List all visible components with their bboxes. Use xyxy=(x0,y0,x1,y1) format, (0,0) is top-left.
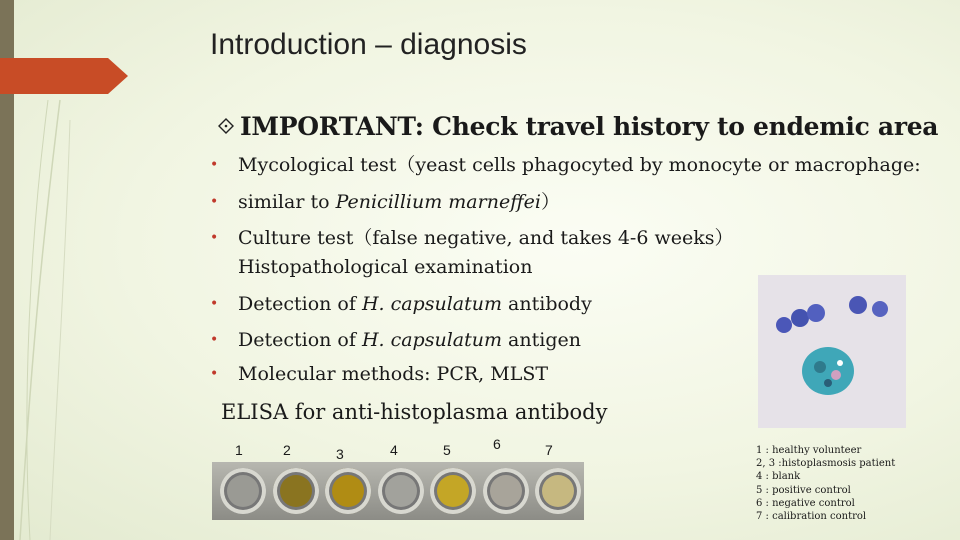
well-number: 5 xyxy=(443,442,451,458)
diamond-bullet-icon xyxy=(218,118,234,134)
well-number: 6 xyxy=(493,436,501,452)
elisa-well xyxy=(430,468,476,514)
species-name: H. capsulatum xyxy=(361,329,502,351)
elisa-well xyxy=(378,468,424,514)
bullet-dot-icon: • xyxy=(210,366,219,382)
bullet-text-segment: ） xyxy=(540,191,560,213)
bullet-text xyxy=(238,224,900,282)
legend-entry: 4 : blank xyxy=(756,471,801,483)
well-number: 7 xyxy=(545,442,553,458)
legend-entry: 7 : calibration control xyxy=(756,511,867,523)
well-number: 3 xyxy=(336,446,344,462)
legend-entry: 2, 3 :histoplasmosis patient xyxy=(756,458,896,470)
bullet-dot-icon: • xyxy=(210,157,219,173)
elisa-well xyxy=(483,468,529,514)
bullet-item xyxy=(210,188,930,217)
slide-title: Introduction – diagnosis xyxy=(210,28,527,61)
important-text: IMPORTANT: Check travel history to endemic area xyxy=(240,112,939,141)
bullet-text xyxy=(238,151,930,180)
well-number: 2 xyxy=(283,442,291,458)
species-name: H. capsulatum xyxy=(361,293,502,315)
bullet-text xyxy=(238,188,930,217)
well-number: 4 xyxy=(390,442,398,458)
microscopy-image xyxy=(758,275,906,428)
bullet-dot-icon: • xyxy=(210,230,219,246)
legend-entry: 6 : negative control xyxy=(756,497,855,509)
bullet-text-segment: similar to xyxy=(238,191,336,213)
bullet-text-segment: Detection of xyxy=(238,329,362,351)
bullet-item xyxy=(210,151,930,180)
legend-entry: 1 : healthy volunteer xyxy=(756,445,862,456)
elisa-well xyxy=(273,468,319,514)
bullet-dot-icon: • xyxy=(210,194,219,210)
elisa-well xyxy=(535,468,581,514)
species-name: Penicillium marneffei xyxy=(335,191,541,213)
bullet-dot-icon: • xyxy=(210,296,219,312)
bullet-text-segment: Molecular methods: PCR, MLST xyxy=(238,363,549,385)
bullet-text-segment: antibody xyxy=(502,293,592,315)
bullet-text-segment: Detection of xyxy=(238,293,362,315)
elisa-well xyxy=(220,468,266,514)
elisa-plate-photo xyxy=(212,462,584,520)
bullet-text-segment: Mycological test（yeast cells phagocyted by monocyte or macrophage: xyxy=(238,154,921,176)
elisa-well xyxy=(325,468,371,514)
bullet-text-segment: antigen xyxy=(502,329,581,351)
bullet-text-segment: Culture test（false negative, and takes 4-6 weeks）Histopathological examination xyxy=(238,227,734,278)
bullet-item xyxy=(210,224,900,282)
title-arrow-shape xyxy=(0,58,128,94)
plate-legend xyxy=(756,444,895,523)
well-number: 1 xyxy=(235,442,243,458)
elisa-title: ELISA for anti-histoplasma antibody xyxy=(221,400,608,424)
important-note xyxy=(218,112,938,141)
legend-entry: 5 : positive control xyxy=(756,484,851,496)
bullet-dot-icon: • xyxy=(210,332,219,348)
